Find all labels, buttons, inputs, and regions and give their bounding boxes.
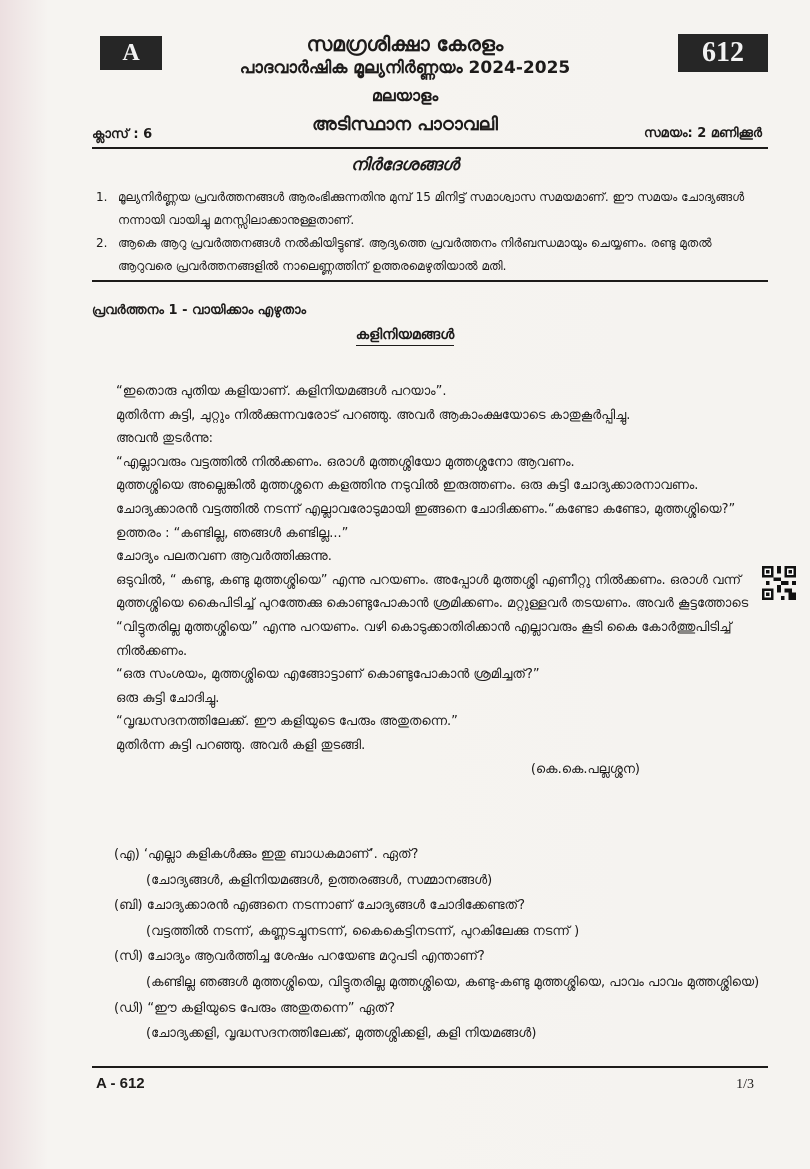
question-options: (വട്ടത്തിൽ നടന്ന്, കണ്ണടച്ചുനടന്ന്, കൈകെട്ടിനടന്ന്, പുറകിലേക്കു നടന്ന് ) (146, 923, 580, 939)
story-line: ഒരു കുട്ടി ചോദിച്ചു. (116, 690, 220, 706)
instruction-text: മൂല്യനിർണ്ണയ പ്രവർത്തനങ്ങൾ ആരംഭിക്കുന്നതിനു മുമ്പ് 15 മിനിട്ട് സമാശ്വാസ സമയമാണ്. ഈ സമയം ചോദ്യങ്ങൾ നന്നായി വായിച്ചു മനസ്സിലാക്കാനുള്ളതാണ്. (118, 190, 745, 227)
instruction-item (96, 232, 764, 278)
story-line: ചോദ്യം പലതവണ ആവർത്തിക്കുന്നു. (116, 549, 332, 565)
question-options: (ചോദ്യങ്ങൾ, കളിനിയമങ്ങൾ, ഉത്തരങ്ങൾ, സമ്മാനങ്ങൾ) (146, 872, 493, 888)
question: (എ) ‘എല്ലാ കളികൾക്കും ഇതു ബാധകമാണ്’. ഏത്? (114, 847, 419, 862)
paper-number-badge: 612 (678, 34, 768, 72)
footer-code: A - 612 (96, 1075, 145, 1092)
instruction-number: 2. (96, 236, 108, 250)
subject-title: മലയാളം (371, 86, 439, 105)
story-line: “വൃദ്ധസദനത്തിലേക്ക്. ഈ കളിയുടെ പേരും അതുതന്നെ.” (116, 714, 458, 730)
instruction-text: ആകെ ആറു പ്രവർത്തനങ്ങൾ നൽകിയിട്ടുണ്ട്. ആദ്യത്തെ പ്രവർത്തനം നിർബന്ധമായും ചെയ്യണം. രണ്ടു മുതൽ ആറുവരെ പ്രവർത്തനങ്ങളിൽ നാലെണ്ണത്തിന് ഉത്തരമെഴുതിയാൽ മതി. (118, 236, 712, 273)
story-line: മുത്തശ്ശിയെ അല്ലെങ്കിൽ മുത്തശ്ശനെ കളത്തിനു നടുവിൽ ഇരുത്തണം. ഒരു കുട്ടി ചോദ്യക്കാരനാവണം. ചോദ്യക്കാരൻ വട്ടത്തിൽ നടന്ന് എല്ലാവരോടുമായി ഇങ്ങനെ ചോദിക്കണം.“കണ്ടോ കണ്ടോ, മുത്തശ്ശിയെ?” (116, 478, 736, 517)
divider (92, 1066, 768, 1068)
question-options: (കണ്ടില്ല ഞങ്ങൾ മുത്തശ്ശിയെ, വിട്ടുതരില്ല മുത്തശ്ശിയെ, കണ്ടു-കണ്ടു മുത്തശ്ശിയെ, പാവം പാവം മുത്തശ്ശിയെ) (146, 974, 760, 990)
story-title (0, 327, 810, 343)
story-line: ഉത്തരം : “കണ്ടില്ല, ഞങ്ങൾ കണ്ടില്ല...” (116, 525, 349, 541)
question: (ഡി) “ഈ കളിയുടെ പേരും അതുതന്നെ” ഏത്? (114, 1000, 396, 1016)
time-label: സമയം: 2 മണിക്കൂർ (643, 126, 762, 141)
org-title: സമഗ്രശിക്ഷാ കേരളം (306, 32, 504, 56)
question-options: (ചോദ്യക്കളി, വൃദ്ധസദനത്തിലേക്ക്, മുത്തശ്ശിക്കളി, കളി നിയമങ്ങൾ) (146, 1026, 537, 1042)
qr-code-icon (762, 565, 796, 601)
story-line: ഒടുവിൽ, “ കണ്ടു, കണ്ടു മുത്തശ്ശിയെ” എന്നു പറയണം. അപ്പോൾ മുത്തശ്ശി എണീറ്റു നിൽക്കണം. ഒരാൾ വന്ന് മുത്തശ്ശിയെ കൈപിടിച്ച് പുറത്തേക്കു കൊണ്ടുപോകാൻ ശ്രമിക്കണം. മറ്റുള്ളവർ തടയണം. അവർ കൂട്ടത്തോടെ “വിട്ടുതരില്ല മുത്തശ്ശിയെ” എന്നു പറയണം. വഴി കൊടുക്കാതിരിക്കാൻ എല്ലാവരും കൂടി കൈ കോർത്തുപിടിച്ച് നിൽക്കണം. (116, 572, 749, 659)
instructions-title: നിർദേശങ്ങൾ (350, 155, 460, 175)
class-label: ക്ലാസ് : 6 (92, 127, 153, 142)
exam-title: പാദവാർഷിക മൂല്യനിർണ്ണയം 2024-2025 (239, 58, 571, 78)
story-line: മുതിർന്ന കുട്ടി, ചുറ്റും നിൽക്കുന്നവരോട് പറഞ്ഞു. അവർ ആകാംക്ഷയോടെ കാതുകൂർപ്പിച്ചു. (116, 407, 631, 423)
book-title: അടിസ്ഥാന പാഠാവലി (312, 114, 498, 135)
divider (92, 280, 768, 282)
set-code-badge: A (100, 36, 162, 70)
story-line: “ഒരു സംശയം, മുത്തശ്ശിയെ എങ്ങോട്ടാണ് കൊണ്ടുപോകാൻ ശ്രമിച്ചത്?” (116, 667, 540, 683)
story-line: “എല്ലാവരും വട്ടത്തിൽ നിൽക്കണം. ഒരാൾ മുത്തശ്ശിയോ മുത്തശ്ശനോ ആവണം. (116, 454, 575, 470)
story-line: “ഇതൊരു പുതിയ കളിയാണ്. കളിനിയമങ്ങൾ പറയാം”. (116, 384, 447, 399)
activity-heading: പ്രവർത്തനം 1 - വായിക്കാം എഴുതാം (92, 303, 307, 318)
story-passage (116, 380, 770, 781)
page-number: 1/3 (736, 1077, 754, 1092)
question: (ബി) ചോദ്യക്കാരൻ എങ്ങനെ നടന്നാണ് ചോദ്യങ്ങൾ ചോദിക്കേണ്ടത്? (114, 898, 526, 914)
story-title-text: കളിനിയമങ്ങൾ (356, 327, 455, 346)
questions-list (114, 842, 770, 1047)
instruction-number: 1. (96, 190, 108, 204)
question: (സി) ചോദ്യം ആവർത്തിച്ച ശേഷം പറയേണ്ട മറുപടി എന്താണ്? (114, 949, 485, 965)
story-line: അവൻ തുടർന്നു: (116, 431, 213, 447)
divider (92, 147, 768, 149)
author-credit: (കെ.കെ.പല്ലശ്ശന) (530, 761, 640, 777)
story-line: മുതിർന്ന കുട്ടി പറഞ്ഞു. അവർ കളി തുടങ്ങി. (116, 737, 366, 753)
instruction-item (96, 186, 764, 232)
